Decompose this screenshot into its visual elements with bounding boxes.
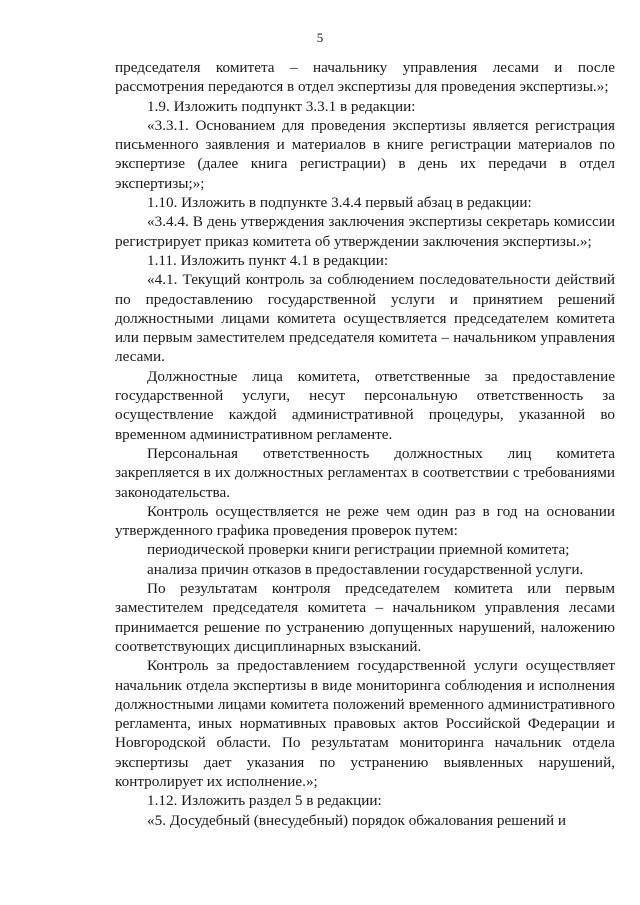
paragraph: «4.1. Текущий контроль за соблюдением последовательности действий по предоставлению государственной услуги и принятием решений должностными лицами комитета осуществляется председателем комитета или первым заместителем председателя комитета – начальником управления лесами. [115,271,615,366]
paragraph: анализа причин отказов в предоставлении государственной услуги. [147,560,584,578]
paragraph: «5. Досудебный (внесудебный) порядок обжалования решений и [147,811,567,829]
paragraph: «3.4.4. В день утверждения заключения экспертизы секретарь комиссии регистрирует приказ комитета об утверждении заключения экспертизы.»; [115,213,615,250]
paragraph: периодической проверки книги регистрации приемной комитета; [147,541,570,559]
paragraph: 1.12. Изложить раздел 5 в редакции: [147,792,382,810]
paragraph: 1.11. Изложить пункт 4.1 в редакции: [147,251,389,269]
paragraph: 1.10. Изложить в подпункте 3.4.4 первый абзац в редакции: [147,194,532,212]
paragraph: По результатам контроля председателем комитета или первым заместителем председателя комитета – начальником управления лесами принимается решение по устранению допущенных нарушений, наложению соответствующих дисциплинарных взысканий. [115,580,615,655]
paragraph: Должностные лица комитета, ответственные за предоставление государственной услуги, несут персональную ответственность за осуществление каждой административной процедуры, указанной во временном административном регламенте. [115,367,615,443]
paragraph: Персональная ответственность должностных лиц комитета закрепляется в их должностных регламентах в соответствии с требованиями законодательства. [115,444,615,501]
document-body [115,58,615,830]
paragraph: «3.3.1. Основанием для проведения экспертизы является регистрация письменного заявления и материалов в книге регистрации материалов по экспертизе (далее книга регистрации) в день их передачи в отдел экспертизы;»; [115,116,615,192]
paragraph: Контроль осуществляется не реже чем один раз в год на основании утвержденного графика проведения проверок путем: [115,502,615,540]
page-number: 5 [316,30,324,45]
paragraph: 1.9. Изложить подпункт 3.3.1 в редакции: [147,97,416,115]
paragraph: Контроль за предоставлением государственной услуги осуществляет начальник отдела экспертизы в виде мониторинга соблюдения и исполнения должностными лицами комитета положений временного административного регламента, иных нормативных правовых актов Российской Федерации и Новгородской области. По результатам мониторинга начальник отдела экспертизы дает указания по устранению выявленных нарушений, контролирует их исполнение.»; [115,657,615,790]
paragraph: председателя комитета – начальнику управления лесами и после рассмотрения передаются в отдел экспертизы для проведения экспертизы.»; [115,59,615,96]
